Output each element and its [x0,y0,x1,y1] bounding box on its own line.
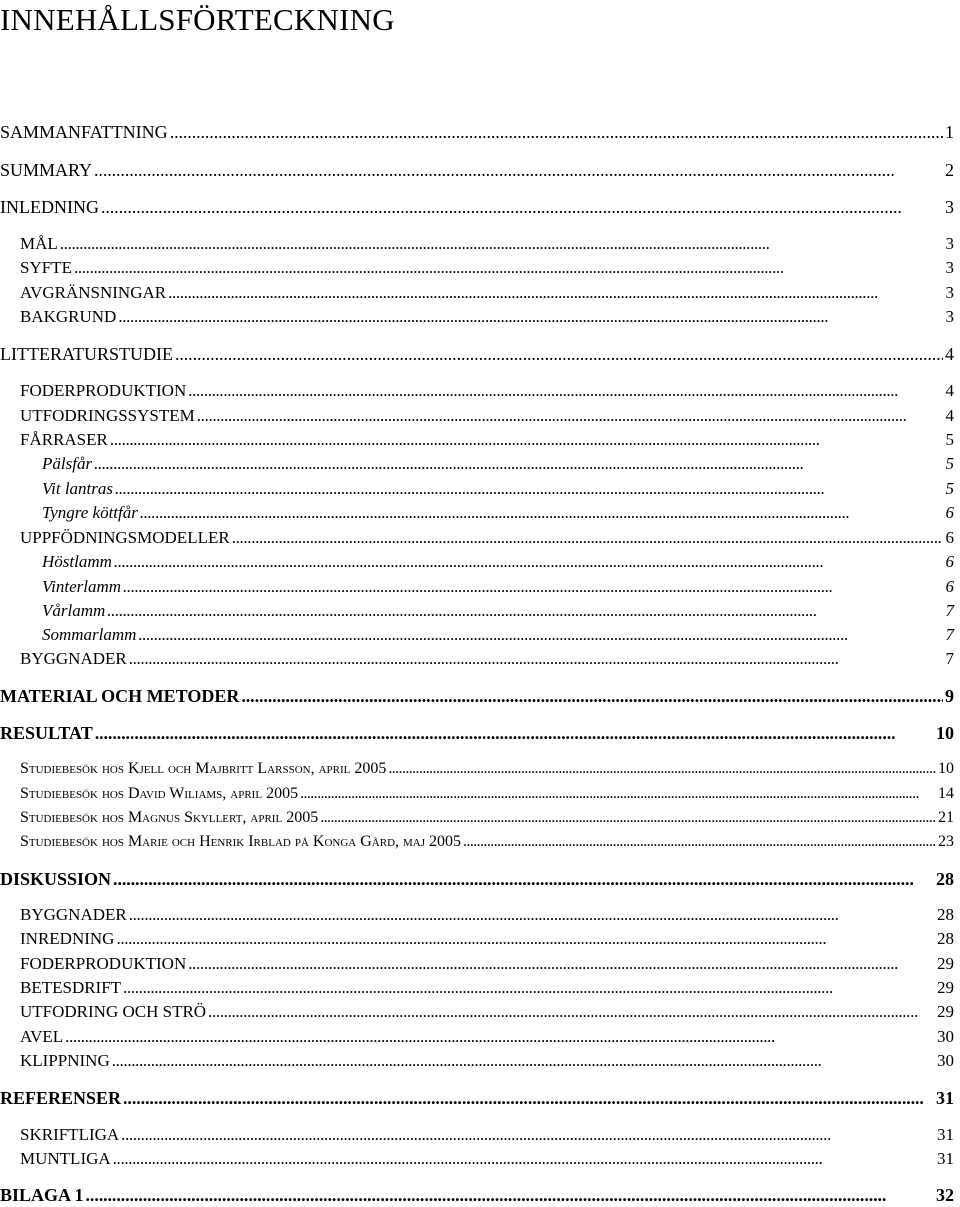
toc-entry-byggnader[interactable] [20,647,954,671]
toc-entry-label: MÅL [20,234,58,253]
toc-entry-utfodring-och-stro[interactable] [20,1000,954,1024]
toc-page-number: 3 [945,307,954,326]
toc-entry-mal[interactable] [20,232,954,256]
toc-page-number: 28 [937,929,954,948]
toc-page-number: 5 [945,454,954,473]
toc-entry-label: AVEL [20,1027,64,1046]
toc-dot-leader [168,281,943,305]
toc-entry-resultat[interactable] [0,721,954,745]
toc-dot-leader [74,256,944,280]
toc-page-number: 21 [938,809,954,826]
toc-page-number: 29 [937,954,954,973]
toc-dot-leader [116,927,935,951]
toc-entry-label: REFERENSER [0,1088,122,1108]
toc-dot-leader [300,782,936,806]
toc-entry-uppfodningsmodeller[interactable] [20,526,954,550]
toc-entry-studiebesok-larsson[interactable] [20,757,954,781]
toc-dot-leader [86,1183,934,1207]
toc-entry-diskussion[interactable] [0,867,954,891]
toc-page-number: 31 [937,1125,954,1144]
toc-page-number: 4 [945,381,954,400]
toc-entry-label: MUNTLIGA [20,1149,111,1168]
toc-entry-label: UTFODRING OCH STRÖ [20,1002,207,1021]
toc-entry-studiebesok-wiliams[interactable] [20,782,954,806]
toc-page-number: 6 [945,577,954,596]
toc-dot-leader [123,976,935,1000]
toc-entry-label: INREDNING [20,929,115,948]
toc-page-number: 3 [945,197,954,217]
toc-entry-muntliga[interactable] [20,1147,954,1171]
toc-page-number: 14 [938,785,954,802]
toc-entry-litteraturstudie[interactable] [0,342,954,366]
toc-entry-sammanfattning[interactable] [0,120,954,144]
toc-dot-leader [112,1049,935,1073]
toc-entry-material-och-metoder[interactable] [0,684,954,708]
toc-dot-leader [123,1086,934,1110]
toc-entry-label: BYGGNADER [20,649,127,668]
toc-page-number: 3 [945,283,954,302]
toc-dot-leader [118,305,943,329]
toc-entry-varlamm[interactable] [42,599,954,623]
toc-entry-label: BETESDRIFT [20,978,122,997]
toc-entry-label: DISKUSSION [0,869,112,889]
toc-entry-avgransningar[interactable] [20,281,954,305]
toc-dot-leader [208,1000,935,1024]
toc-page-number: 10 [938,760,954,777]
toc-entry-label: Studiebesök hos Kjell och Majbritt Larsson, april 2005 [20,760,387,777]
toc-page-number: 29 [937,1002,954,1021]
toc-entry-label: SKRIFTLIGA [20,1125,120,1144]
toc-dot-leader [463,830,936,854]
toc-dot-leader [241,684,943,708]
page-title: INNEHÅLLSFÖRTECKNING [0,2,395,37]
toc-dot-leader [107,599,943,623]
toc-entry-klippning[interactable] [20,1049,954,1073]
toc-dot-leader [188,379,943,403]
toc-page-number: 3 [945,234,954,253]
toc-page-number: 6 [945,528,954,547]
toc-dot-leader [170,120,943,144]
toc-dot-leader [123,575,943,599]
toc-entry-tyngre-kottfar[interactable] [42,501,954,525]
toc-entry-label: SUMMARY [0,160,93,180]
toc-entry-label: KLIPPNING [20,1051,110,1070]
toc-dot-leader [60,232,944,256]
toc-entry-label: Studiebesök hos David Wiliams, april 2005 [20,785,299,802]
toc-entry-palsfar[interactable] [42,452,954,476]
toc-entry-bilaga-1[interactable] [0,1183,954,1207]
toc-dot-leader [138,623,943,647]
toc-dot-leader [101,195,943,219]
toc-entry-sommarlamm[interactable] [42,623,954,647]
toc-entry-label: Höstlamm [42,552,112,571]
toc-entry-referenser[interactable] [0,1086,954,1110]
toc-entry-label: UTFODRINGSSYSTEM [20,406,195,425]
toc-entry-label: MATERIAL OCH METODER [0,686,240,706]
toc-entry-label: FÅRRASER [20,430,108,449]
toc-page-number: 1 [945,122,954,142]
toc-dot-leader [232,526,944,550]
toc-entry-studiebesok-skyllert[interactable] [20,806,954,830]
toc-page-number: 6 [945,552,954,571]
toc-dot-leader [65,1025,935,1049]
toc-page-number: 23 [938,833,954,850]
toc-page-number: 7 [945,625,954,644]
toc-entry-label: Pälsfår [42,454,93,473]
toc-entry-label: BILAGA 1 [0,1185,84,1205]
toc-page-number: 28 [936,869,954,889]
toc-entry-byggnader-2[interactable] [20,903,954,927]
toc-page-number: 4 [945,406,954,425]
toc-dot-leader [388,757,936,781]
toc-dot-leader [95,721,934,745]
toc-page-number: 30 [937,1027,954,1046]
toc-entry-farraser[interactable] [20,428,954,452]
toc-page-number: 9 [945,686,954,706]
toc-dot-leader [121,1123,935,1147]
toc-entry-label: Tyngre köttfår [42,503,138,522]
toc-entry-vinterlamm[interactable] [42,575,954,599]
toc-page-number: 10 [936,723,954,743]
toc-entry-syfte[interactable] [20,256,954,280]
toc-page-number: 31 [937,1149,954,1168]
toc-entry-label: SYFTE [20,258,72,277]
toc-dot-leader [188,952,935,976]
toc-dot-leader [140,501,944,525]
toc-dot-leader [197,404,944,428]
toc-dot-leader [114,550,944,574]
toc-entry-vit-lantras[interactable] [42,477,954,501]
toc-entry-studiebesok-irblad[interactable] [20,830,954,854]
toc-entry-betesdrift[interactable] [20,976,954,1000]
toc-entry-bakgrund[interactable] [20,305,954,329]
toc-dot-leader [129,903,935,927]
toc-entry-label: FODERPRODUKTION [20,381,187,400]
toc-page-number: 30 [937,1051,954,1070]
toc-page-number: 32 [936,1185,954,1205]
toc-page-number: 3 [945,258,954,277]
toc-page-number: 29 [937,978,954,997]
toc-entry-label: INLEDNING [0,197,99,217]
toc-entry-avel[interactable] [20,1025,954,1049]
toc-entry-skriftliga[interactable] [20,1123,954,1147]
toc-entry-label: Studiebesök hos Magnus Skyllert, april 2005 [20,809,319,826]
toc-dot-leader [115,477,944,501]
toc-entry-label: SAMMANFATTNING [0,122,168,142]
toc-entry-label: UPPFÖDNINGSMODELLER [20,528,230,547]
toc-entry-label: LITTERATURSTUDIE [0,344,173,364]
toc-entry-label: BYGGNADER [20,905,127,924]
toc-page-number: 7 [945,649,954,668]
toc-entry-inledning[interactable] [0,195,954,219]
toc-dot-leader [110,428,944,452]
toc-page-number: 4 [945,344,954,364]
toc-page-number: 5 [945,430,954,449]
toc-entry-utfodringssystem[interactable] [20,404,954,428]
toc-entry-label: Sommarlamm [42,625,137,644]
toc-entry-hostlamm[interactable] [42,550,954,574]
toc-entry-label: Vinterlamm [42,577,122,596]
toc-entry-foderproduktion-2[interactable] [20,952,954,976]
toc-dot-leader [113,867,934,891]
toc-entry-label: Vårlamm [42,601,106,620]
toc-page-number: 5 [945,479,954,498]
toc-dot-leader [94,452,943,476]
toc-page-number: 7 [945,601,954,620]
toc-entry-label: AVGRÄNSNINGAR [20,283,167,302]
toc-entry-summary[interactable] [0,158,954,182]
toc-dot-leader [94,158,943,182]
toc-entry-label: Vit lantras [42,479,113,498]
toc-entry-label: RESULTAT [0,723,93,743]
toc-entry-foderproduktion[interactable] [20,379,954,403]
toc-dot-leader [320,806,936,830]
toc-page-number: 31 [936,1088,954,1108]
toc-dot-leader [113,1147,935,1171]
toc-entry-inredning[interactable] [20,927,954,951]
toc-entry-label: FODERPRODUKTION [20,954,187,973]
toc-page-number: 2 [945,160,954,180]
toc-dot-leader [129,647,944,671]
toc-entry-label: Studiebesök hos Marie och Henrik Irblad på Konga Gård, maj 2005 [20,833,462,850]
toc-page-number: 28 [937,905,954,924]
toc-entry-label: BAKGRUND [20,307,117,326]
toc-page-number: 6 [945,503,954,522]
toc-dot-leader [175,342,943,366]
